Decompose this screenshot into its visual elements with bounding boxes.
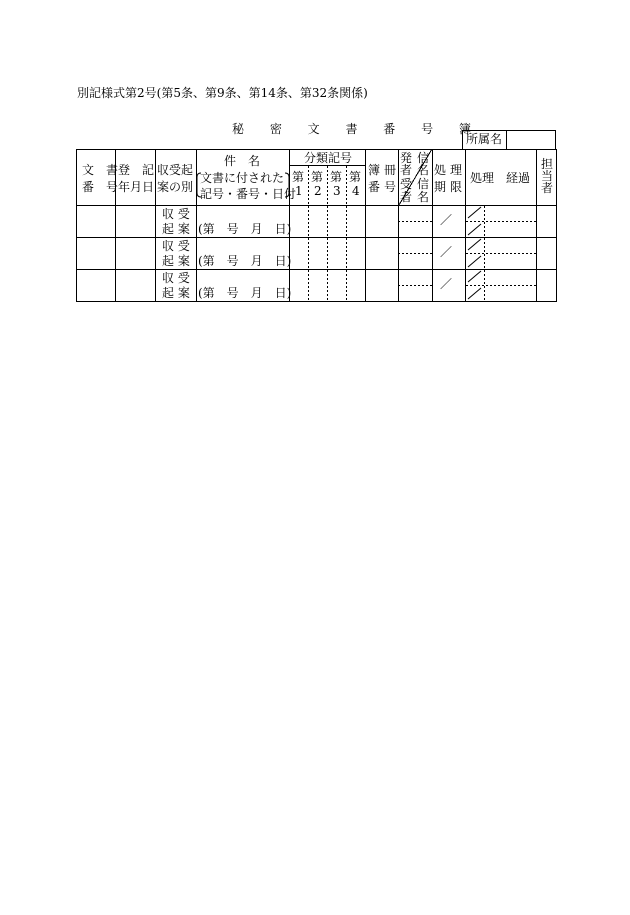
header-sender-1: 発: [400, 151, 413, 165]
department-box: [462, 130, 556, 149]
header-deadline-3: 期: [434, 180, 447, 194]
header-book-3: 番: [368, 180, 381, 194]
header-doc-number-top: 文 書: [82, 163, 119, 177]
header-book-1: 簿: [368, 163, 381, 177]
header-class-1-num: 1: [295, 184, 303, 198]
row-3-subject-ref: (第 号 月 日): [198, 286, 292, 300]
header-signature-3: 信: [417, 177, 430, 191]
row-3-type-draft: 起 案: [162, 286, 190, 300]
header-class-3-num: 3: [333, 184, 341, 198]
header-signature-4: 名: [417, 190, 430, 204]
header-signature-2: 名: [417, 163, 430, 177]
header-class-4-num: 4: [352, 184, 360, 198]
header-subject: 件 名: [224, 154, 261, 168]
header-classification: 分類記号: [304, 151, 353, 165]
header-deadline-2: 理: [450, 163, 463, 177]
register-title: 秘 密 文 書 番 号 簿: [232, 122, 482, 136]
row-1-type-receive: 収 受: [162, 207, 190, 221]
header-doc-number-bottom: 番 号: [82, 180, 119, 194]
header-sender-2: 者: [400, 163, 413, 177]
header-subject-note-2: 記号・番号・日付: [200, 187, 297, 201]
header-class-2-num: 2: [314, 184, 322, 198]
row-1-deadline-slash: ／: [440, 213, 453, 227]
row-2-type-draft: 起 案: [162, 254, 190, 268]
department-label: 所属名: [463, 131, 507, 149]
header-class-3: 第: [330, 170, 343, 184]
header-person-2: 当: [541, 169, 554, 183]
header-sender-4: 者: [400, 190, 413, 204]
row-3-deadline-slash: ／: [440, 277, 453, 291]
header-type-top: 収受起: [157, 163, 194, 177]
row-1-type-draft: 起 案: [162, 222, 190, 236]
header-process: 処理 経過: [470, 171, 531, 185]
row-2-type-receive: 収 受: [162, 239, 190, 253]
header-registration-bottom: 年月日: [118, 180, 155, 194]
row-2-subject-ref: (第 号 月 日): [198, 254, 292, 268]
department-value[interactable]: [507, 131, 555, 149]
header-class-2: 第: [311, 170, 324, 184]
header-subject-note-1: 文書に付された: [200, 171, 285, 185]
form-heading: 別記様式第2号(第5条、第9条、第14条、第32条関係): [77, 86, 368, 100]
header-person-1: 担: [541, 157, 554, 171]
header-deadline-1: 処: [434, 163, 447, 177]
header-sender-3: 受: [400, 177, 413, 191]
header-deadline-4: 限: [450, 180, 463, 194]
header-class-1: 第: [292, 170, 305, 184]
row-2-deadline-slash: ／: [440, 245, 453, 259]
row-3-type-receive: 収 受: [162, 271, 190, 285]
header-book-2: 冊: [384, 163, 397, 177]
header-book-4: 号: [384, 180, 397, 194]
row-1-subject-ref: (第 号 月 日): [198, 222, 292, 236]
header-person-3: 者: [541, 181, 554, 195]
header-registration-top: 登 記: [118, 163, 155, 177]
header-signature-1: 信: [417, 151, 430, 165]
header-type-bottom: 案の別: [157, 180, 194, 194]
header-class-4: 第: [349, 170, 362, 184]
